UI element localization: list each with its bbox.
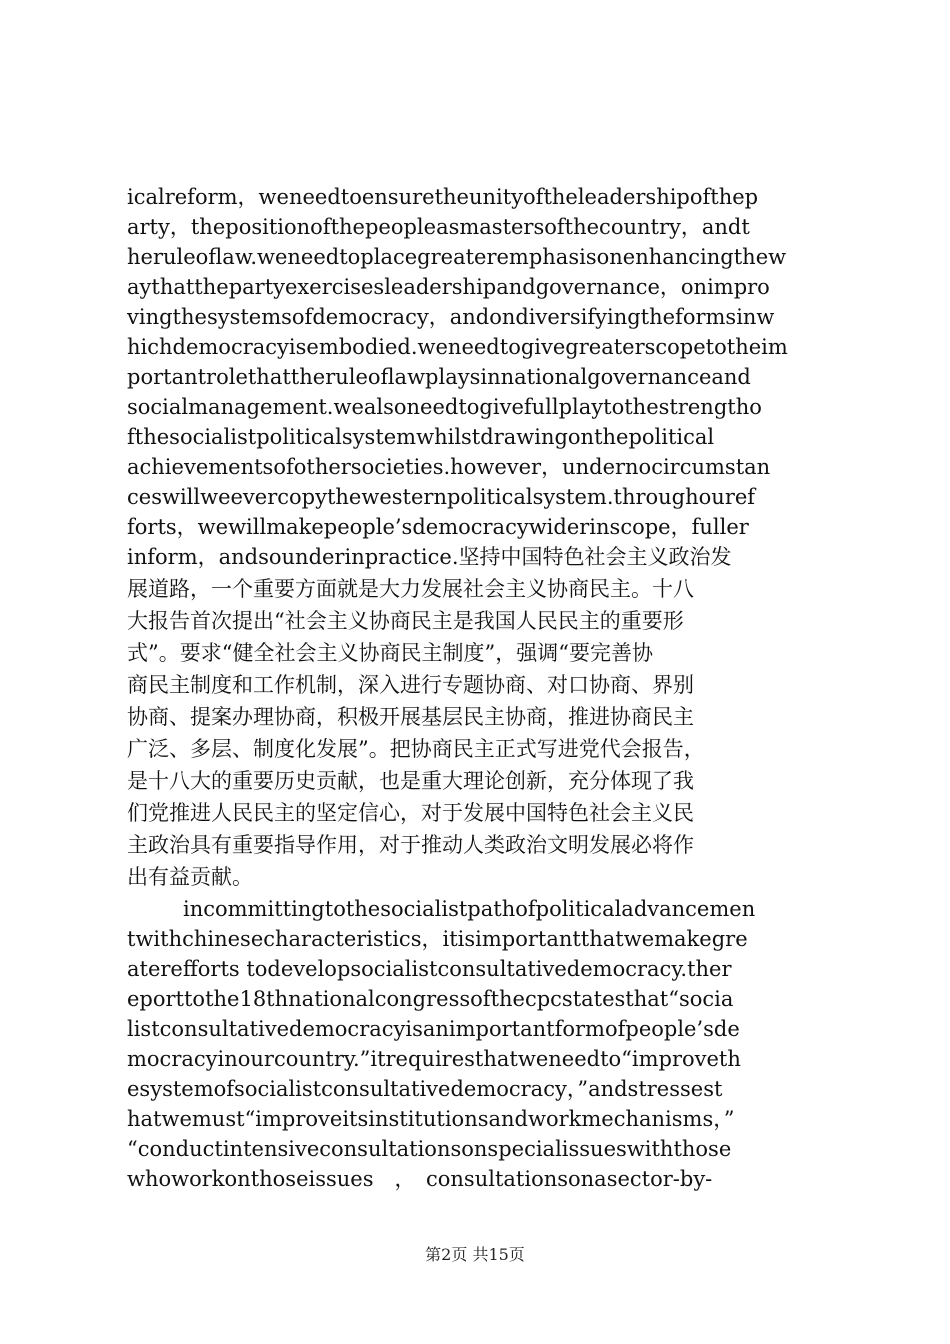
- text-line: hichdemocracyisembodied.weneedtogivegreaterscopetotheim: [127, 335, 788, 359]
- text-line: 协商、提案办理协商，积极开展基层民主协商，推进协商民主: [127, 705, 694, 729]
- text-line: 广泛、多层、制度化发展”。把协商民主正式写进党代会报告，: [127, 737, 705, 761]
- text-line: 出有益贡献。: [127, 865, 253, 889]
- page-number-footer: 第2页 共15页: [425, 1245, 525, 1264]
- text-line: achievementsofothersocieties.however，undernocircumstan: [127, 455, 771, 479]
- text-line: socialmanagement.wealsoneedtogivefullplaytothestrengtho: [127, 395, 762, 419]
- text-line: hatwemust“improveitsinstitutionsandworkmechanisms，”: [127, 1107, 735, 1131]
- text-line: portantrolethattheruleoflawplaysinnationalgovernanceand: [127, 365, 751, 389]
- text-line: mocracyinourcountry.”itrequiresthatweneedto“improveth: [127, 1047, 741, 1071]
- text-line: listconsultativedemocracyisanimportantformofpeople’sde: [127, 1017, 740, 1041]
- text-line: 商民主制度和工作机制，深入进行专题协商、对口协商、界别: [127, 673, 694, 697]
- paragraph-first-line: incommittingtothesocialistpathofpoliticaladvancemen: [183, 897, 756, 921]
- text-line: vingthesystemsofdemocracy，andondiversifyingtheformsinw: [127, 305, 775, 329]
- text-line: heruleoflaw.weneedtoplacegreateremphasisonenhancingthew: [127, 245, 787, 269]
- text-line: forts，wewillmakepeople’sdemocracywiderinscope，fuller: [127, 515, 749, 539]
- text-line: inform，andsounderinpractice.坚持中国特色社会主义政治发: [127, 545, 732, 569]
- text-line: fthesocialistpoliticalsystemwhilstdrawingonthepolitical: [127, 425, 715, 449]
- text-line: esystemofsocialistconsultativedemocracy，”andstressest: [127, 1077, 723, 1101]
- text-line: whoworkonthoseissues ， consultationsonasector-by-: [127, 1167, 713, 1191]
- text-line: 展道路，一个重要方面就是大力发展社会主义协商民主。十八: [127, 577, 694, 601]
- text-line: arty，thepositionofthepeopleasmastersofthecountry，andt: [127, 215, 750, 239]
- text-line: twithchinesecharacteristics，itisimportantthatwemakegre: [127, 927, 748, 951]
- text-line: “conductintensiveconsultationsonspecialissueswiththose: [127, 1137, 732, 1161]
- text-line: 式”。要求“健全社会主义协商民主制度”，强调“要完善协: [127, 641, 653, 665]
- text-line: aythatthepartyexercisesleadershipandgovernance，onimpro: [127, 275, 770, 299]
- text-line: icalreform，weneedtoensuretheunityoftheleadershipofthep: [127, 185, 759, 209]
- text-line: 是十八大的重要历史贡献，也是重大理论创新，充分体现了我: [127, 769, 694, 793]
- text-line: eporttothe18thnationalcongressofthecpcstatesthat“socia: [127, 987, 734, 1011]
- text-line: aterefforts todevelopsocialistconsultativedemocracy.ther: [127, 957, 732, 981]
- text-line: 主政治具有重要指导作用，对于推动人类政治文明发展必将作: [127, 833, 694, 857]
- text-line: 大报告首次提出“社会主义协商民主是我国人民民主的重要形: [127, 609, 684, 633]
- text-line: 们党推进人民民主的坚定信心，对于发展中国特色社会主义民: [127, 801, 694, 825]
- text-line: ceswillweevercopythewesternpoliticalsystem.throughouref: [127, 485, 756, 509]
